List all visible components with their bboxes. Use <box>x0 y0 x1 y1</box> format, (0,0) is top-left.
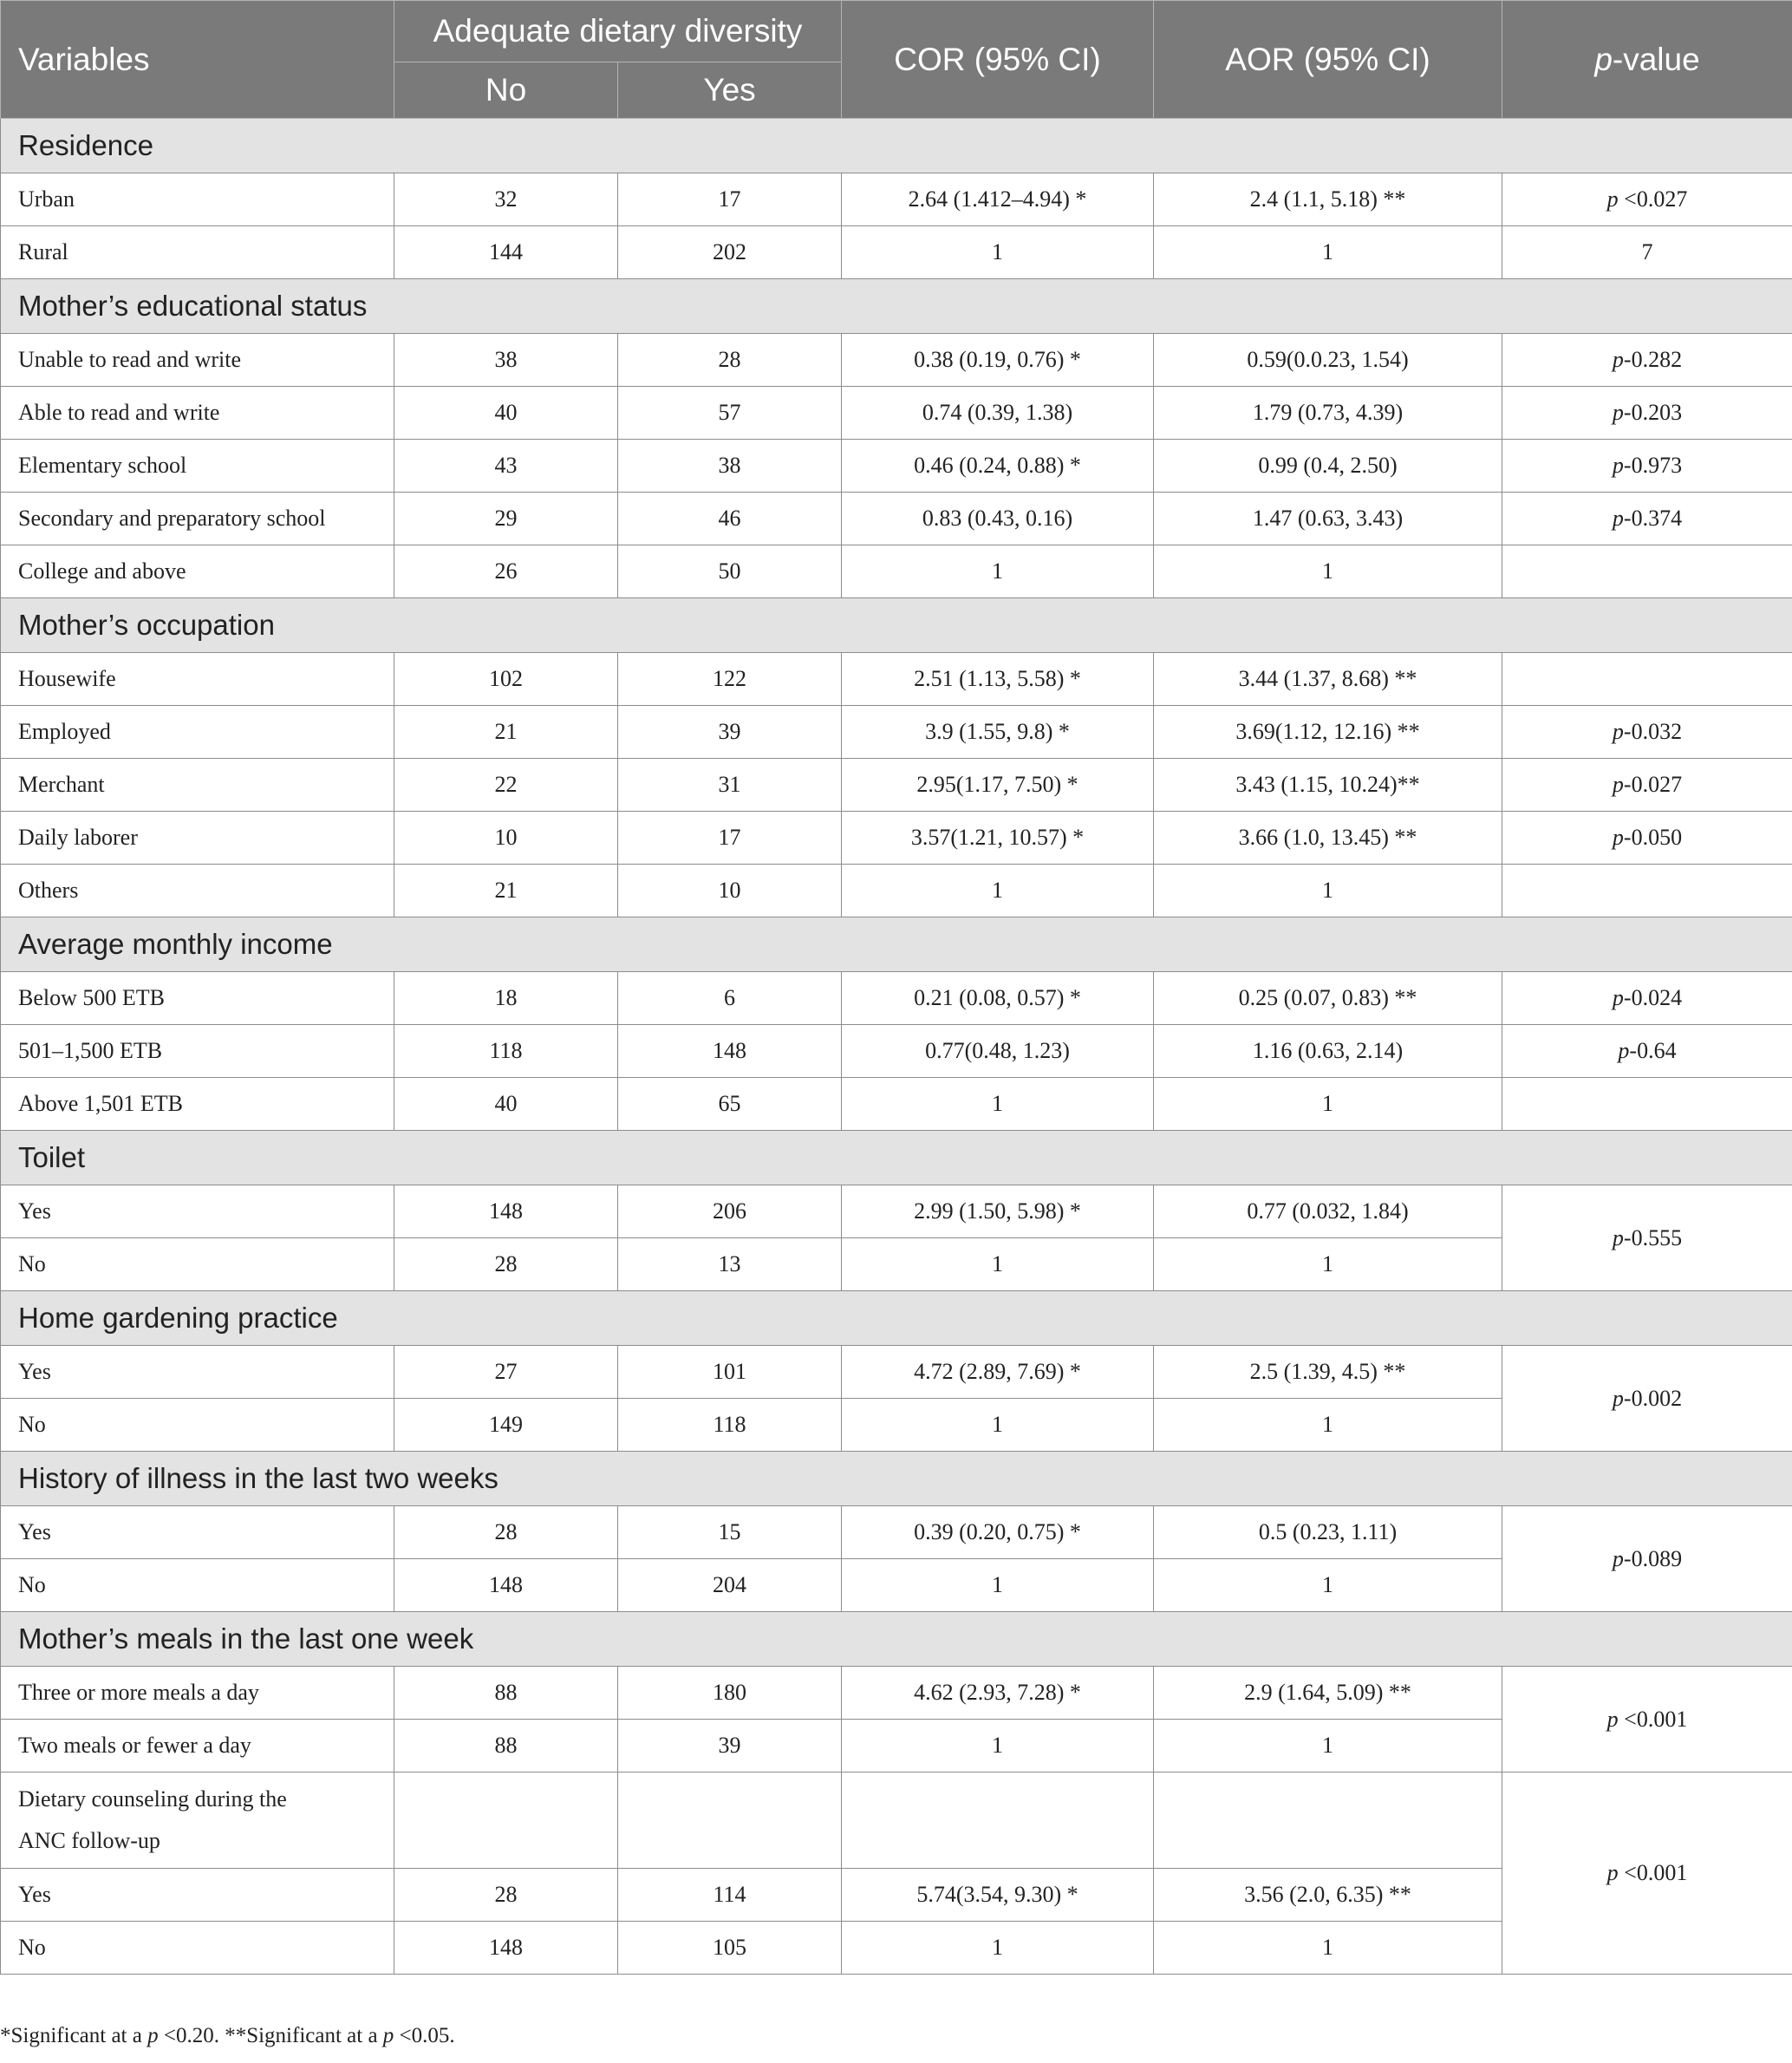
cell-no: 148 <box>394 1559 618 1612</box>
row-label: Elementary school <box>1 440 394 493</box>
cell-cor: 0.38 (0.19, 0.76) * <box>842 334 1154 387</box>
p-italic: p <box>1606 1860 1619 1885</box>
section-occupation: Mother’s occupation <box>1 598 1792 653</box>
cell-yes: 202 <box>618 226 842 279</box>
table-row <box>1 1667 1792 1720</box>
section-toilet: Toilet <box>1 1131 1792 1185</box>
cell-aor: 3.43 (1.15, 10.24)** <box>1154 759 1502 812</box>
header-cor: COR (95% CI) <box>842 1 1154 119</box>
section-row <box>1 598 1792 653</box>
cell-yes: 114 <box>618 1869 842 1922</box>
cell-yes: 148 <box>618 1025 842 1078</box>
cell-no: 22 <box>394 759 618 812</box>
row-label: Two meals or fewer a day <box>1 1720 394 1772</box>
footnote-p1: p <box>147 2024 159 2047</box>
table-row <box>1 173 1792 226</box>
cell-p <box>1502 1025 1792 1078</box>
cell-yes: 206 <box>618 1185 842 1238</box>
cell-aor: 3.69(1.12, 12.16) ** <box>1154 706 1502 759</box>
row-label: Below 500 ETB <box>1 972 394 1025</box>
header-no: No <box>394 62 618 119</box>
p-italic: p <box>1612 719 1624 744</box>
cell-p <box>1502 440 1792 493</box>
footnote-part3: <0.05. <box>394 2024 455 2047</box>
cell-yes: 6 <box>618 972 842 1025</box>
p-val: -0.002 <box>1623 1385 1683 1411</box>
cell-aor: 1 <box>1154 545 1502 598</box>
cell-aor: 1 <box>1154 1078 1502 1131</box>
cell-cor: 0.74 (0.39, 1.38) <box>842 387 1154 440</box>
cell-no: 148 <box>394 1922 618 1975</box>
cell-no: 18 <box>394 972 618 1025</box>
section-income: Average monthly income <box>1 917 1792 972</box>
table-row <box>1 387 1792 440</box>
row-label: No <box>1 1399 394 1452</box>
p-italic: p <box>1612 1385 1624 1411</box>
row-label: Rural <box>1 226 394 279</box>
cell-cor: 2.64 (1.412–4.94) * <box>842 173 1154 226</box>
cell-cor: 1 <box>842 545 1154 598</box>
section-gardening: Home gardening practice <box>1 1291 1792 1346</box>
cell-aor: 1.16 (0.63, 2.14) <box>1154 1025 1502 1078</box>
header-p-italic: p <box>1594 41 1613 77</box>
section-meals: Mother’s meals in the last one week <box>1 1612 1792 1667</box>
cell-no: 88 <box>394 1667 618 1720</box>
cell-aor: 2.4 (1.1, 5.18) ** <box>1154 173 1502 226</box>
table-row <box>1 653 1792 706</box>
cell-aor: 0.59(0.0.23, 1.54) <box>1154 334 1502 387</box>
row-label: No <box>1 1238 394 1291</box>
header-aor: AOR (95% CI) <box>1154 1 1502 119</box>
cell-yes: 46 <box>618 493 842 545</box>
cell-cor: 2.99 (1.50, 5.98) * <box>842 1185 1154 1238</box>
cell-yes: 57 <box>618 387 842 440</box>
header-p-value <box>1502 1 1792 119</box>
row-label: Housewife <box>1 653 394 706</box>
cell-cor <box>842 1772 1154 1869</box>
cell-yes: 17 <box>618 173 842 226</box>
cell-p <box>1502 493 1792 545</box>
p-val: -0.374 <box>1623 506 1683 531</box>
cell-cor: 2.95(1.17, 7.50) * <box>842 759 1154 812</box>
p-val: -0.555 <box>1623 1224 1683 1250</box>
cell-no: 38 <box>394 334 618 387</box>
row-label: Secondary and preparatory school <box>1 493 394 545</box>
footnote-part1: *Significant at a <box>0 2024 148 2047</box>
cell-no: 21 <box>394 865 618 917</box>
cell-no <box>394 1772 618 1869</box>
cell-cor: 3.57(1.21, 10.57) * <box>842 812 1154 865</box>
row-label: Urban <box>1 173 394 226</box>
cell-cor: 4.72 (2.89, 7.69) * <box>842 1346 1154 1399</box>
cell-p <box>1502 173 1792 226</box>
cell-no: 29 <box>394 493 618 545</box>
cell-aor: 1 <box>1154 1238 1502 1291</box>
p-val: -0.027 <box>1623 772 1683 797</box>
cell-cor: 0.21 (0.08, 0.57) * <box>842 972 1154 1025</box>
p-italic: p <box>1618 1038 1630 1063</box>
cell-aor: 1 <box>1154 1399 1502 1452</box>
p-italic: p <box>1612 1545 1624 1571</box>
cell-cor: 0.83 (0.43, 0.16) <box>842 493 1154 545</box>
row-label: Unable to read and write <box>1 334 394 387</box>
cell-p <box>1502 865 1792 917</box>
table-row <box>1 1772 1792 1869</box>
p-val: -0.024 <box>1623 985 1683 1010</box>
cell-yes: 105 <box>618 1922 842 1975</box>
cell-cor: 3.9 (1.55, 9.8) * <box>842 706 1154 759</box>
table-row <box>1 972 1792 1025</box>
row-label: Three or more meals a day <box>1 1667 394 1720</box>
p-italic: p <box>1612 506 1624 531</box>
p-italic: p <box>1612 825 1624 850</box>
footnote-part2: <0.20. **Significant at a <box>158 2024 383 2047</box>
p-italic: p <box>1612 985 1624 1010</box>
row-label: 501–1,500 ETB <box>1 1025 394 1078</box>
cell-aor <box>1154 1772 1502 1869</box>
cell-cor: 0.77(0.48, 1.23) <box>842 1025 1154 1078</box>
cell-no: 144 <box>394 226 618 279</box>
row-label: Daily laborer <box>1 812 394 865</box>
p-val: <0.001 <box>1618 1706 1688 1732</box>
cell-p <box>1502 1346 1792 1452</box>
row-label: Yes <box>1 1869 394 1922</box>
p-val: <0.027 <box>1618 186 1688 212</box>
cell-cor: 1 <box>842 226 1154 279</box>
cell-no: 148 <box>394 1185 618 1238</box>
cell-aor: 1 <box>1154 865 1502 917</box>
table-row <box>1 1185 1792 1238</box>
cell-yes: 15 <box>618 1506 842 1559</box>
cell-cor: 1 <box>842 1720 1154 1772</box>
cell-no: 21 <box>394 706 618 759</box>
cell-p <box>1502 334 1792 387</box>
cell-yes: 39 <box>618 706 842 759</box>
row-label: Yes <box>1 1346 394 1399</box>
table-row <box>1 865 1792 917</box>
p-val: -0.089 <box>1623 1545 1683 1571</box>
cell-aor: 0.99 (0.4, 2.50) <box>1154 440 1502 493</box>
cell-aor: 2.9 (1.64, 5.09) ** <box>1154 1667 1502 1720</box>
cell-yes: 13 <box>618 1238 842 1291</box>
cell-no: 102 <box>394 653 618 706</box>
cell-cor: 4.62 (2.93, 7.28) * <box>842 1667 1154 1720</box>
cell-p <box>1502 972 1792 1025</box>
cell-no: 28 <box>394 1238 618 1291</box>
cell-no: 27 <box>394 1346 618 1399</box>
cell-no: 10 <box>394 812 618 865</box>
cell-no: 32 <box>394 173 618 226</box>
table-row <box>1 545 1792 598</box>
cell-yes: 28 <box>618 334 842 387</box>
row-label: College and above <box>1 545 394 598</box>
cell-no: 26 <box>394 545 618 598</box>
table-row <box>1 226 1792 279</box>
cell-aor: 3.44 (1.37, 8.68) ** <box>1154 653 1502 706</box>
cell-yes: 65 <box>618 1078 842 1131</box>
p-italic: p <box>1606 1706 1619 1732</box>
label-line-1: Dietary counseling during the <box>18 1786 287 1812</box>
cell-p <box>1502 812 1792 865</box>
cell-cor: 1 <box>842 1922 1154 1975</box>
p-italic: p <box>1612 1224 1624 1250</box>
row-label <box>1 1772 394 1869</box>
cell-no: 28 <box>394 1869 618 1922</box>
cell-p <box>1502 1078 1792 1131</box>
p-italic: p <box>1612 400 1624 425</box>
row-label: Employed <box>1 706 394 759</box>
cell-cor: 2.51 (1.13, 5.58) * <box>842 653 1154 706</box>
cell-no: 40 <box>394 1078 618 1131</box>
cell-yes: 122 <box>618 653 842 706</box>
cell-yes <box>618 1772 842 1869</box>
cell-yes: 101 <box>618 1346 842 1399</box>
cell-cor: 0.46 (0.24, 0.88) * <box>842 440 1154 493</box>
cell-cor: 1 <box>842 1238 1154 1291</box>
section-illness: History of illness in the last two weeks <box>1 1452 1792 1506</box>
p-italic: p <box>1612 453 1624 478</box>
section-row <box>1 1291 1792 1346</box>
cell-p <box>1502 1667 1792 1772</box>
row-label: Yes <box>1 1185 394 1238</box>
section-row <box>1 1612 1792 1667</box>
p-val: <0.001 <box>1618 1860 1688 1885</box>
table-row <box>1 1078 1792 1131</box>
cell-aor: 1 <box>1154 1720 1502 1772</box>
header-yes: Yes <box>618 62 842 119</box>
table-row <box>1 440 1792 493</box>
p-val: -0.973 <box>1623 453 1683 478</box>
row-label: Merchant <box>1 759 394 812</box>
row-label: Able to read and write <box>1 387 394 440</box>
header-variables: Variables <box>1 1 394 119</box>
section-row <box>1 917 1792 972</box>
cell-p <box>1502 1506 1792 1612</box>
cell-aor: 0.25 (0.07, 0.83) ** <box>1154 972 1502 1025</box>
cell-aor: 2.5 (1.39, 4.5) ** <box>1154 1346 1502 1399</box>
table-row <box>1 812 1792 865</box>
table-row <box>1 1506 1792 1559</box>
cell-cor: 5.74(3.54, 9.30) * <box>842 1869 1154 1922</box>
cell-p <box>1502 1772 1792 1975</box>
cell-cor: 1 <box>842 865 1154 917</box>
p-italic: p <box>1612 772 1624 797</box>
cell-cor: 0.39 (0.20, 0.75) * <box>842 1506 1154 1559</box>
row-label: Above 1,501 ETB <box>1 1078 394 1131</box>
cell-yes: 50 <box>618 545 842 598</box>
cell-cor: 1 <box>842 1078 1154 1131</box>
cell-no: 28 <box>394 1506 618 1559</box>
p-val: -0.032 <box>1623 719 1683 744</box>
section-row <box>1 119 1792 173</box>
row-label: Yes <box>1 1506 394 1559</box>
cell-no: 40 <box>394 387 618 440</box>
section-education: Mother’s educational status <box>1 279 1792 334</box>
section-row <box>1 1131 1792 1185</box>
cell-aor: 1 <box>1154 1922 1502 1975</box>
cell-p <box>1502 706 1792 759</box>
cell-no: 88 <box>394 1720 618 1772</box>
p-val: -0.203 <box>1623 400 1683 425</box>
cell-aor: 1 <box>1154 226 1502 279</box>
cell-aor: 3.56 (2.0, 6.35) ** <box>1154 1869 1502 1922</box>
row-label: Others <box>1 865 394 917</box>
cell-p <box>1502 759 1792 812</box>
table-row <box>1 706 1792 759</box>
p-italic: p <box>1612 347 1624 372</box>
cell-cor: 1 <box>842 1559 1154 1612</box>
table-row <box>1 1025 1792 1078</box>
table-row <box>1 493 1792 545</box>
cell-aor: 3.66 (1.0, 13.45) ** <box>1154 812 1502 865</box>
p-val: -0.282 <box>1623 347 1683 372</box>
cell-p: 7 <box>1502 226 1792 279</box>
cell-aor: 1.79 (0.73, 4.39) <box>1154 387 1502 440</box>
p-val: -0.050 <box>1623 825 1683 850</box>
footnote-p2: p <box>382 2024 394 2047</box>
cell-no: 118 <box>394 1025 618 1078</box>
cell-p <box>1502 1185 1792 1291</box>
cell-p <box>1502 387 1792 440</box>
p-italic: p <box>1606 186 1619 212</box>
section-row <box>1 279 1792 334</box>
cell-yes: 31 <box>618 759 842 812</box>
cell-yes: 118 <box>618 1399 842 1452</box>
cell-aor: 1 <box>1154 1559 1502 1612</box>
section-residence: Residence <box>1 119 1792 173</box>
label-line-2: ANC follow-up <box>18 1828 160 1853</box>
cell-cor: 1 <box>842 1399 1154 1452</box>
table-row <box>1 334 1792 387</box>
table-row <box>1 1346 1792 1399</box>
cell-aor: 0.5 (0.23, 1.11) <box>1154 1506 1502 1559</box>
cell-yes: 38 <box>618 440 842 493</box>
cell-no: 43 <box>394 440 618 493</box>
header-adequate-dietary-diversity: Adequate dietary diversity <box>394 1 842 62</box>
table-row <box>1 759 1792 812</box>
row-label: No <box>1 1922 394 1975</box>
cell-yes: 204 <box>618 1559 842 1612</box>
cell-yes: 180 <box>618 1667 842 1720</box>
header-p-rest: -value <box>1612 41 1700 77</box>
cell-p <box>1502 545 1792 598</box>
section-row <box>1 1452 1792 1506</box>
cell-no: 149 <box>394 1399 618 1452</box>
footnote <box>0 2024 455 2048</box>
cell-p <box>1502 653 1792 706</box>
cell-aor: 1.47 (0.63, 3.43) <box>1154 493 1502 545</box>
cell-yes: 39 <box>618 1720 842 1772</box>
cell-yes: 17 <box>618 812 842 865</box>
p-val: -0.64 <box>1629 1038 1677 1063</box>
cell-aor: 0.77 (0.032, 1.84) <box>1154 1185 1502 1238</box>
cell-yes: 10 <box>618 865 842 917</box>
row-label: No <box>1 1559 394 1612</box>
